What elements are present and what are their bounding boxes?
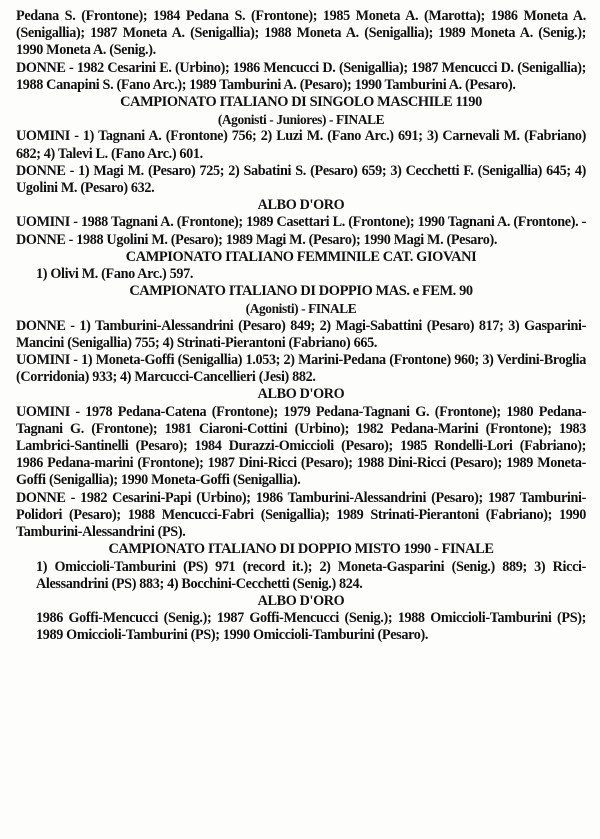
heading-femminile-giovani: CAMPIONATO ITALIANO FEMMINILE CAT. GIOVANI [125, 248, 477, 265]
heading-albo-doro-misto: ALBO D'ORO [257, 592, 345, 609]
paragraph-doppio-donne-results: DONNE - 1) Tamburini-Alessandrini (Pesaro) 849; 2) Magi-Sabattini (Pesaro) 817; 3) Gasparini-Mancini (Senigallia) 755; 4) Strinati-Pierantoni (Fabriano) 665. [16, 317, 586, 351]
paragraph-doppio-uomini-results: UOMINI - 1) Moneta-Goffi (Senigallia) 1.053; 2) Marini-Pedana (Frontone) 960; 3) Verdini-Broglia (Corridonia) 933; 4) Marcucci-Cancellieri (Jesi) 882. [16, 352, 586, 386]
heading-albo-doro-singolo: ALBO D'ORO [257, 197, 345, 214]
paragraph-albo-doro-doppio-uomini: UOMINI - 1978 Pedana-Catena (Frontone); 1979 Pedana-Tagnani G. (Frontone); 1980 Pedana-Tagnani G. (Frontone); 1981 Ciaroni-Cottini (Urbino); 1982 Pedana-Marini (Frontone); 1983 Lambrici-Santinelli (Pesaro); 1984 Durazzi-Omiccioli (Pesaro); 1985 Rondelli-Lori (Fabriano); 1986 Pedana-marini (Frontone); 1987 Dini-Ricci (Pesaro); 1988 Dini-Ricci (Pesaro); 1989 Moneta-Goffi (Senigallia); 1990 Moneta-Goffi (Senigallia). [16, 403, 586, 489]
paragraph-women-winners: DONNE - 1982 Cesarini E. (Urbino); 1986 Mencucci D. (Senigallia); 1987 Mencucci D. (Senigallia); 1988 Canapini S. (Fano Arc.); 1989 Tamburini A. (Pesaro); 1990 Tamburini A. (Pesaro). [16, 59, 586, 93]
paragraph-singolo-uomini-results: UOMINI - 1) Tagnani A. (Frontone) 756; 2) Luzi M. (Fano Arc.) 691; 3) Carnevali M. (Fabriano) 682; 4) Talevi L. (Fano Arc.) 601. [16, 128, 586, 162]
subheading-doppio-finale: (Agonisti) - FINALE [245, 301, 357, 317]
subheading-singolo-finale: (Agonisti - Juniores) - FINALE [217, 112, 385, 128]
paragraph-giovani-results: 1) Olivi M. (Fano Arc.) 597. [36, 266, 194, 283]
paragraph-men-winners-continued: Pedana S. (Frontone); 1984 Pedana S. (Frontone); 1985 Moneta A. (Marotta); 1986 Moneta A. (Senigallia); 1987 Moneta A. (Senigallia); 1988 Moneta A. (Senigallia); 1989 Moneta A. (Senig.); 1990 Moneta A. (Senig.). [16, 8, 586, 59]
paragraph-albo-doro-singolo: UOMINI - 1988 Tagnani A. (Frontone); 1989 Casettari L. (Frontone); 1990 Tagnani A. (Frontone). - DONNE - 1988 Ugolini M. (Pesaro); 1989 Magi M. (Pesaro); 1990 Magi M. (Pesaro). [16, 214, 586, 248]
paragraph-singolo-donne-results: DONNE - 1) Magi M. (Pesaro) 725; 2) Sabatini S. (Pesaro) 659; 3) Cecchetti F. (Senigallia) 645; 4) Ugolini M. (Pesaro) 632. [16, 162, 586, 197]
heading-albo-doro-doppio: ALBO D'ORO [257, 386, 345, 403]
heading-singolo-maschile: CAMPIONATO ITALIANO DI SINGOLO MASCHILE 1190 [120, 94, 482, 111]
paragraph-albo-doro-misto: 1986 Goffi-Mencucci (Senig.); 1987 Goffi-Mencucci (Senig.); 1988 Omiccioli-Tamburini (PS); 1989 Omiccioli-Tamburini (PS); 1990 Omiccioli-Tamburini (Pesaro). [36, 610, 586, 644]
paragraph-albo-doro-doppio-donne: DONNE - 1982 Cesarini-Papi (Urbino); 1986 Tamburini-Alessandrini (Pesaro); 1987 Tamburini-Polidori (Pesaro); 1988 Mencucci-Fabri (Senigallia); 1989 Strinati-Pierantoni (Fabriano); 1990 Tamburini-Alessandrini (PS). [16, 489, 586, 541]
heading-doppio-misto: CAMPIONATO ITALIANO DI DOPPIO MISTO 1990 - FINALE [108, 541, 494, 558]
paragraph-doppio-misto-results: 1) Omiccioli-Tamburini (PS) 971 (record it.); 2) Moneta-Gasparini (Senig.) 889; 3) Ricci-Alessandrini (PS) 883; 4) Bocchini-Cecchetti (Senig.) 824. [36, 558, 586, 592]
heading-doppio: CAMPIONATO ITALIANO DI DOPPIO MAS. e FEM. 90 [129, 283, 473, 300]
